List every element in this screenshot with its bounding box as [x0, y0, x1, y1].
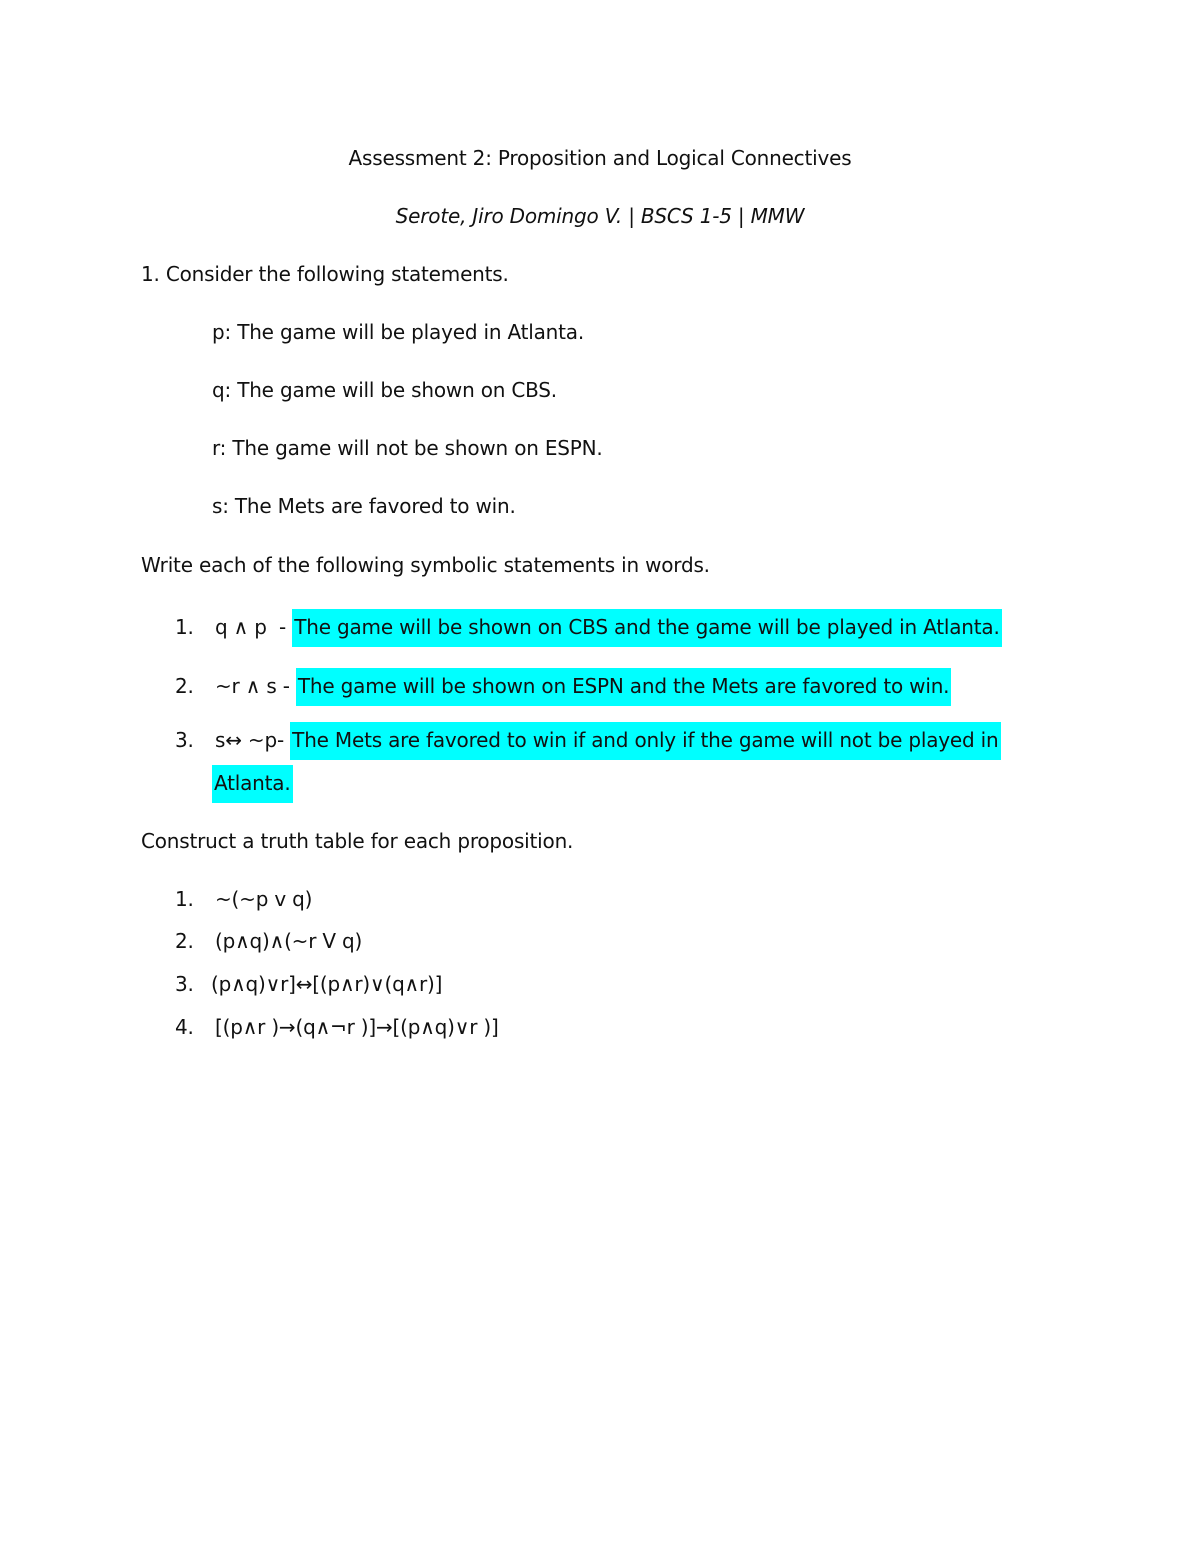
- answer-symbolic: s↔ ~p-: [215, 728, 291, 752]
- question-prompt: 1. Consider the following statements.: [141, 262, 509, 286]
- answer-item: [175, 728, 1001, 752]
- proposition-item: [175, 929, 362, 953]
- answer-highlight: The game will be shown on ESPN and the Mets are favored to win.: [296, 668, 951, 706]
- author-line: Serote, Jiro Domingo V. | BSCS 1-5 | MMW: [395, 204, 805, 228]
- proposition-number: 2.: [175, 929, 194, 953]
- statement-p: p: The game will be played in Atlanta.: [212, 320, 584, 344]
- answer-symbolic: ~r ∧ s -: [215, 674, 296, 698]
- answer-item: [175, 615, 1002, 639]
- proposition-expr: (p∧q)∧(~r V q): [215, 929, 363, 953]
- proposition-number: 4.: [175, 1015, 194, 1039]
- statement-r: r: The game will not be shown on ESPN.: [212, 436, 603, 460]
- statement-q: q: The game will be shown on CBS.: [212, 378, 557, 402]
- answer-number: 1.: [175, 615, 194, 639]
- answer-highlight: The game will be shown on CBS and the game will be played in Atlanta.: [292, 609, 1001, 647]
- proposition-item: [175, 887, 312, 911]
- proposition-expr: [(p∧r )→(q∧¬r )]→[(p∧q)∨r )]: [215, 1015, 499, 1039]
- answer-highlight: The Mets are favored to win if and only if the game will not be played in: [290, 722, 1000, 760]
- answer-number: 3.: [175, 728, 194, 752]
- proposition-expr: ~(~p v q): [215, 887, 313, 911]
- answer-highlight: Atlanta.: [212, 765, 293, 803]
- answer-number: 2.: [175, 674, 194, 698]
- answer-item: [175, 674, 951, 698]
- answer-symbolic: q ∧ p -: [215, 615, 293, 639]
- proposition-item: [175, 972, 442, 996]
- proposition-number: 1.: [175, 887, 194, 911]
- statement-s: s: The Mets are favored to win.: [212, 494, 516, 518]
- proposition-item: [175, 1015, 499, 1039]
- proposition-expr: (p∧q)∨r]↔[(p∧r)∨(q∧r)]: [211, 972, 443, 996]
- instruction-table: Construct a truth table for each proposition.: [141, 829, 574, 853]
- answer-continuation: [212, 771, 293, 795]
- page-title: Assessment 2: Proposition and Logical Connectives: [348, 146, 852, 170]
- proposition-number: 3.: [175, 972, 194, 996]
- instruction-words: Write each of the following symbolic statements in words.: [141, 553, 710, 577]
